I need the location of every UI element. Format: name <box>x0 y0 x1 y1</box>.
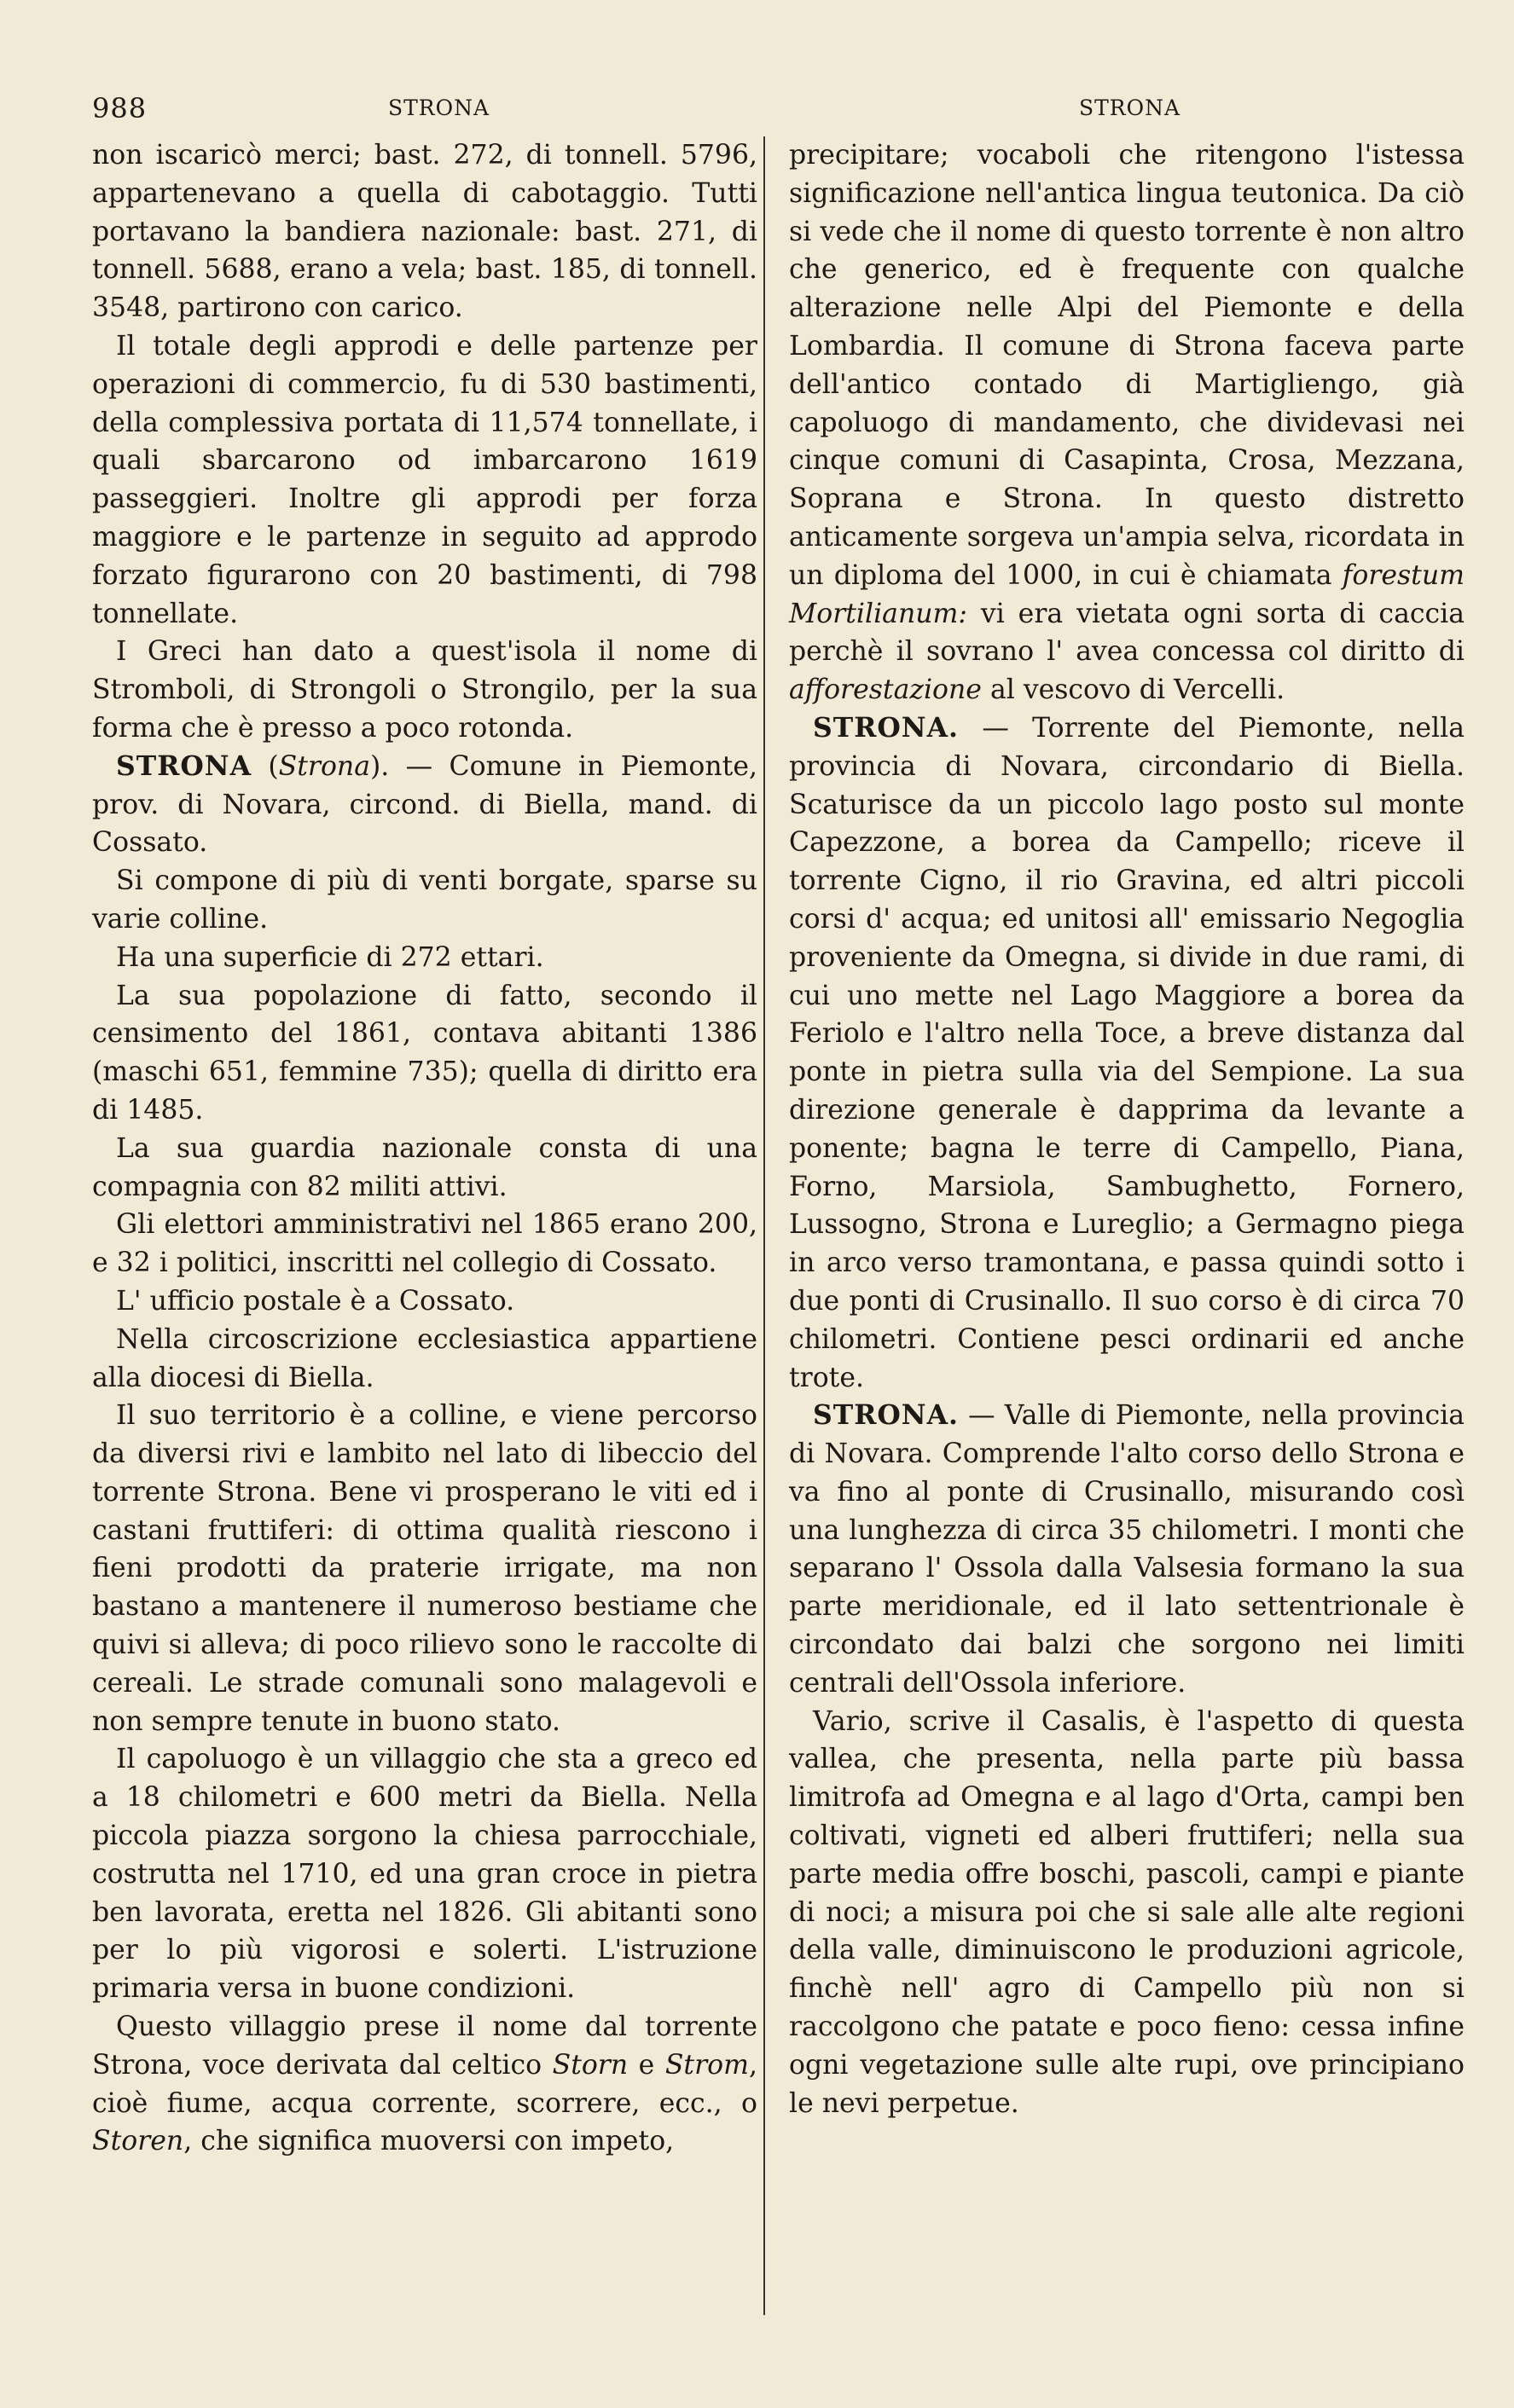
running-head-left: STRONA <box>388 96 490 120</box>
paragraph: L' ufficio postale è a Cossato. <box>116 1285 515 1317</box>
paragraph: La sua guardia nazionale consta di una compagnia con 82 militi attivi. <box>92 1132 757 1202</box>
paragraph: Il capoluogo è un villaggio che sta a greco ed a 18 chilometri e 600 metri da Biella. Nella piccola piazza sorgono la chiesa parrocchiale, costrutta nel 1710, ed una gran croce in pietra ben lavorata, eretta nel 1826. Gli abitanti sono per lo più vigorosi e solerti. L'istruzione primaria versa in buone condizioni. <box>92 1744 757 2005</box>
paragraph: La sua popolazione di fatto, secondo il censimento del 1861, contava abitanti 1386 (maschi 651, femmine 735); quella di diritto era di 1485. <box>92 980 757 1126</box>
paragraph: precipitare; vocaboli che ritengono l'istessa significazione nell'antica lingua teutonica. Da ciò si vede che il nome di questo torrente è non altro che generico, ed è frequente con qualche alterazione nelle Alpi del Piemonte e della Lombardia. Il comune di Strona faceva parte dell'antico contado di Martigliengo, già capoluogo di mandamento, che dividevasi nei cinque comuni di Casapinta, Crosa, Mezzana, Soprana e Strona. In questo distretto anticamente sorgeva un'ampia selva, ricordata in un diploma del 1000, in cui è chiamata forestum Mortilianum: vi era vietata ogni sorta di caccia perchè il sovrano l' avea concessa col diritto di afforestazione al vescovo di Vercelli. <box>789 140 1465 706</box>
paragraph: non iscaricò merci; bast. 272, di tonnell. 5796, appartenevano a quella di cabotaggio. Tutti portavano la bandiera nazionale: bast. 271, di tonnell. 5688, erano a vela; bast. 185, di tonnell. 3548, partirono con carico. <box>92 140 757 324</box>
entry-strona-valle: STRONA. — Valle di Piemonte, nella provincia di Novara. Comprende l'alto corso dello Strona e va fino al ponte di Crusinallo, misurando così una lunghezza di circa 35 chilometri. I monti che separano l' Ossola dalla Valsesia formano la sua parte meridionale, ed il lato settentrionale è circondato dai balzi che sorgono nei limiti centrali dell'Ossola inferiore. <box>789 1399 1465 1699</box>
left-column <box>92 136 757 2161</box>
entry-strona-torrente: STRONA. — Torrente del Piemonte, nella provincia di Novara, circondario di Biella. Scaturisce da un piccolo lago posto sul monte Capezzone, a borea da Campello; riceve il torrente Cigno, il rio Gravina, ed altri piccoli corsi d' acqua; ed unitosi all' emissario Negoglia proveniente da Omegna, si divide in due rami, di cui uno mette nel Lago Maggiore a borea da Feriolo e l'altro nella Toce, a breve distanza dal ponte in pietra sulla via del Sempione. La sua direzione generale è dapprima da levante a ponente; bagna le terre di Campello, Piana, Forno, Marsiola, Sambughetto, Fornero, Lussogno, Strona e Lureglio; a Germagno piega in arco verso tramontana, e passa quindi sotto i due ponti di Crusinallo. Il suo corso è di circa 70 chilometri. Contiene pesci ordinarii ed anche trote. <box>789 711 1465 1393</box>
paragraph: Ha una superficie di 272 ettari. <box>116 941 544 973</box>
paragraph: Nella circoscrizione ecclesiastica appartiene alla diocesi di Biella. <box>92 1323 757 1393</box>
paragraph: I Greci han dato a quest'isola il nome di Stromboli, di Strongoli o Strongilo, per la sua forma che è presso a poco rotonda. <box>92 636 757 744</box>
paragraph: Gli elettori amministrativi nel 1865 erano 200, e 32 i politici, inscritti nel collegio di Cossato. <box>92 1209 757 1279</box>
paragraph: Si compone di più di venti borgate, sparse su varie colline. <box>92 865 757 935</box>
right-column <box>789 136 1465 2122</box>
paragraph: Il suo territorio è a colline, e viene percorso da diversi rivi e lambito nel lato di libeccio del torrente Strona. Bene vi prosperano le viti ed i castani fruttiferi: di ottima qualità riescono i fieni prodotti da praterie irrigate, ma non bastano a mantenere il numeroso bestiame che quivi si alleva; di poco rilievo sono le raccolte di cereali. Le strade comunali sono malagevoli e non sempre tenute in buono stato. <box>92 1400 757 1737</box>
entry-headword: STRONA. <box>813 1399 960 1432</box>
column-divider <box>763 136 765 2315</box>
entry-strona-comune: STRONA (Strona). — Comune in Piemonte, prov. di Novara, circond. di Biella, mand. di Cossato. <box>92 750 757 859</box>
page-number: 988 <box>92 92 148 124</box>
paragraph: Vario, scrive il Casalis, è l'aspetto di questa vallea, che presenta, nella parte più bassa limitrofa ad Omegna e al lago d'Orta, campi ben coltivati, vigneti ed alberi fruttiferi; nella sua parte media offre boschi, pascoli, campi e piante di noci; a misura poi che si sale alle alte regioni della valle, diminuiscono le produzioni agricole, finchè nell' agro di Campello più non si raccolgono che patate e poco fieno: cessa infine ogni vegetazione sulle alte rupi, ove principiano le nevi perpetue. <box>789 1705 1465 2119</box>
entry-headword: STRONA. <box>813 711 960 744</box>
paragraph: Il totale degli approdi e delle partenze per operazioni di commercio, fu di 530 bastimenti, della complessiva portata di 11,574 tonnellate, i quali sbarcarono od imbarcarono 1619 passeggieri. Inoltre gli approdi per forza maggiore e le partenze in seguito ad approdo forzato figurarono con 20 bastimenti, di 798 tonnellate. <box>92 330 757 629</box>
entry-headword: STRONA <box>116 750 252 782</box>
entry-variant: Strona <box>278 750 370 782</box>
paragraph: Questo villaggio prese il nome dal torrente Strona, voce derivata dal celtico Storn e Strom, cioè fiume, acqua corrente, scorrere, ecc., o Storen, che significa muoversi con impeto, <box>92 2011 757 2157</box>
running-head-right: STRONA <box>1079 96 1181 120</box>
